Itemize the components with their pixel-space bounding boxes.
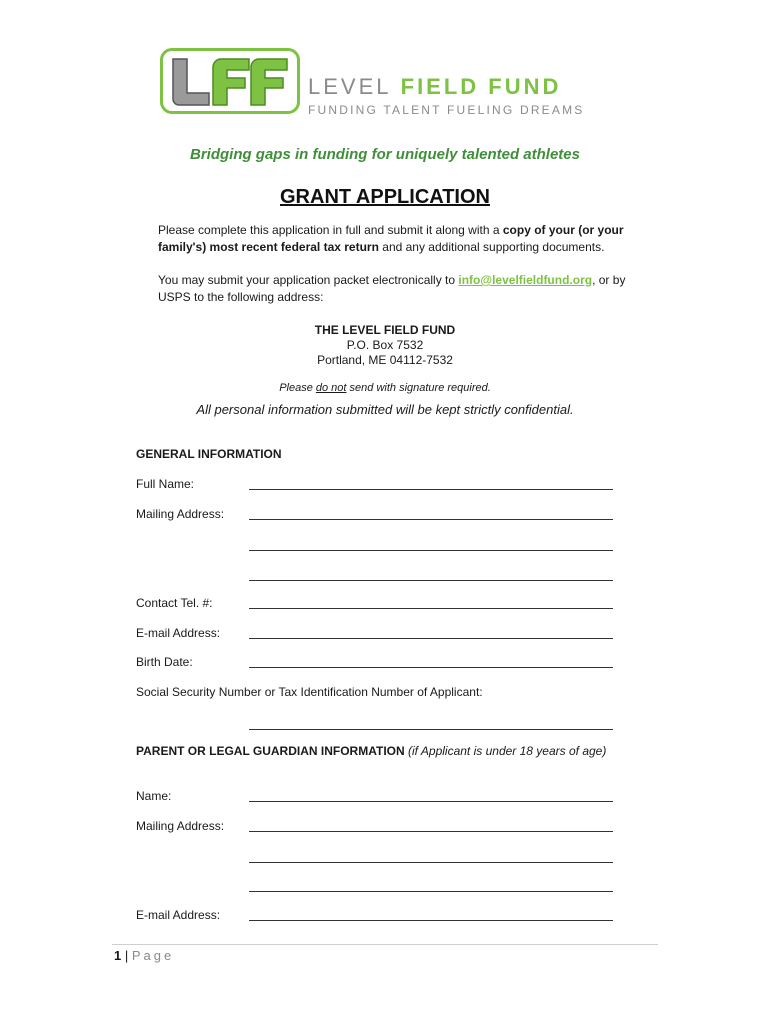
intro-bold-text: copy of your (or your family's) most recent federal tax return xyxy=(158,223,624,254)
submission-text-before: You may submit your application packet electronically to xyxy=(158,273,459,287)
ssn-label: Social Security Number or Tax Identification Number of Applicant: xyxy=(136,685,483,699)
contact-tel-label: Contact Tel. #: xyxy=(136,596,213,610)
footer-separator: | xyxy=(121,948,132,963)
general-info-heading: GENERAL INFORMATION xyxy=(136,447,282,461)
guardian-mailing-address-label: Mailing Address: xyxy=(136,819,225,833)
logo-tagline: FUNDING TALENT FUELING DREAMS xyxy=(308,103,585,117)
page-tagline: Bridging gaps in funding for uniquely talented athletes xyxy=(189,146,580,163)
birth-date-label: Birth Date: xyxy=(136,655,193,669)
guardian-email-field[interactable] xyxy=(249,906,613,921)
address-line1: P.O. Box 7532 xyxy=(346,338,424,352)
confidential-note: All personal information submitted will be kept strictly confidential. xyxy=(196,402,574,417)
address-line2: Portland, ME 04112-7532 xyxy=(317,353,453,367)
guardian-email-label: E-mail Address: xyxy=(136,908,221,922)
mailing-address-field-3[interactable] xyxy=(249,566,613,581)
signature-note-after: send with signature required. xyxy=(346,382,491,394)
submission-text-after: , or by USPS to the following address: xyxy=(158,273,626,304)
page-label: Page xyxy=(131,948,175,963)
intro-text-before: Please complete this application in full and submit it along with a xyxy=(158,223,503,237)
logo-badge xyxy=(160,48,300,114)
guardian-subheading: (if Applicant is under 18 years of age) xyxy=(408,744,607,758)
guardian-name-field[interactable] xyxy=(249,787,613,802)
page-title: GRANT APPLICATION xyxy=(280,186,490,208)
mailing-address-label: Mailing Address: xyxy=(136,507,225,521)
address-org: THE LEVEL FIELD FUND xyxy=(314,323,456,337)
logo-name xyxy=(308,74,561,100)
page-number: 1 xyxy=(114,948,122,963)
guardian-info-heading xyxy=(136,744,606,758)
level-field-fund-logo xyxy=(160,48,620,120)
logo-name-field-fund: FIELD FUND xyxy=(400,74,562,99)
intro-text-after: and any additional supporting documents. xyxy=(378,240,605,254)
guardian-name-label: Name: xyxy=(136,789,172,803)
page-footer xyxy=(114,948,174,963)
guardian-mailing-address-field-1[interactable] xyxy=(249,817,613,832)
email-field[interactable] xyxy=(249,624,613,639)
guardian-mailing-address-field-2[interactable] xyxy=(249,848,613,863)
guardian-heading-text: PARENT OR LEGAL GUARDIAN INFORMATION xyxy=(136,744,405,758)
signature-note xyxy=(0,382,770,394)
contact-tel-field[interactable] xyxy=(249,594,613,609)
lff-monogram-icon xyxy=(169,55,293,109)
intro-paragraph xyxy=(158,222,658,256)
footer-divider xyxy=(112,944,658,945)
guardian-mailing-address-field-3[interactable] xyxy=(249,877,613,892)
mailing-address-field-2[interactable] xyxy=(249,536,613,551)
email-link[interactable]: info@levelfieldfund.org xyxy=(458,273,593,287)
mailing-address-block xyxy=(0,323,770,368)
submission-paragraph xyxy=(158,272,658,306)
mailing-address-field-1[interactable] xyxy=(249,505,613,520)
logo-name-level: LEVEL xyxy=(308,74,392,99)
full-name-label: Full Name: xyxy=(136,477,195,491)
ssn-field[interactable] xyxy=(249,715,613,730)
full-name-field[interactable] xyxy=(249,475,613,490)
signature-note-before: Please xyxy=(279,382,316,394)
signature-note-underlined: do not xyxy=(315,382,347,394)
email-label: E-mail Address: xyxy=(136,626,221,640)
birth-date-field[interactable] xyxy=(249,653,613,668)
